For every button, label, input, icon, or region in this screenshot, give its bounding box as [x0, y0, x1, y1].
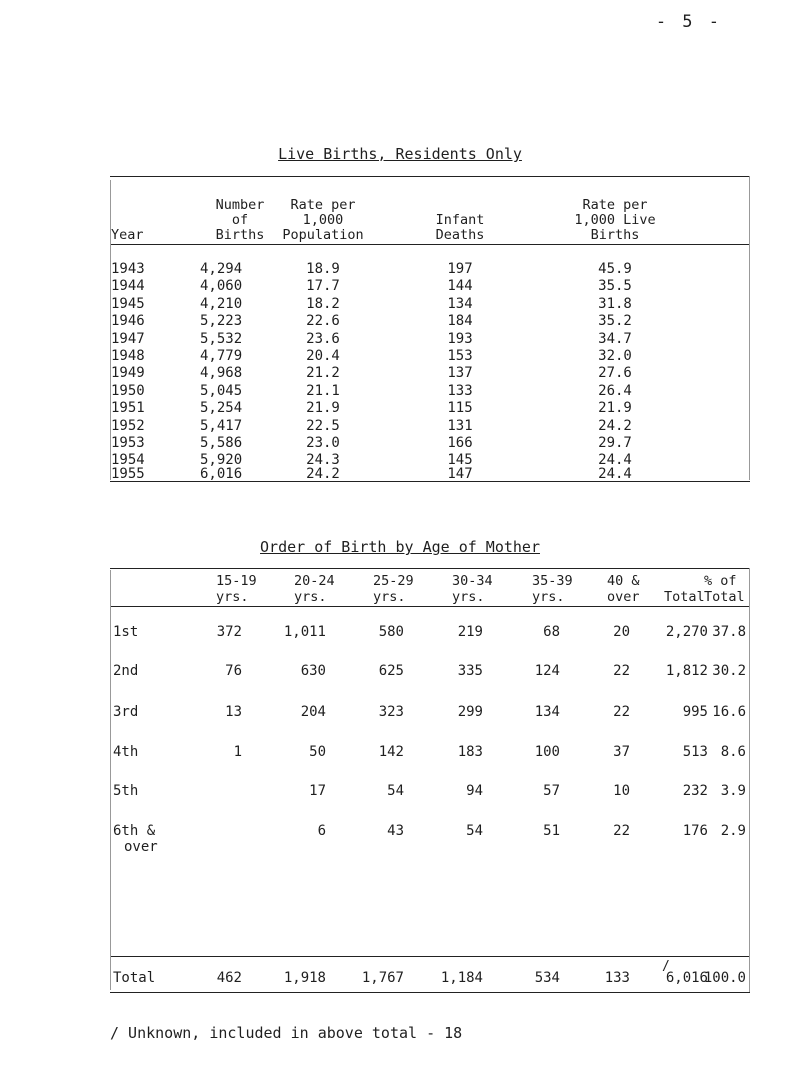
- cell-year: 1953: [111, 435, 145, 451]
- cell-year: 1949: [111, 365, 145, 381]
- cell-rate: 20.4: [306, 348, 340, 364]
- cell-30-34: 94: [466, 783, 483, 799]
- cell-infant: 145: [447, 452, 473, 468]
- cell-40-over: 10: [613, 783, 630, 799]
- cell-year: 1955: [111, 466, 145, 482]
- header-25-29-1: 25-29: [373, 573, 414, 589]
- cell-30-34: 299: [457, 704, 483, 720]
- cell-percent: 3.9: [720, 783, 746, 799]
- cell-15-19: 372: [216, 624, 242, 640]
- header-percent-2: Total: [704, 589, 745, 605]
- cell-rate: 18.2: [306, 296, 340, 312]
- cell-year: 1944: [111, 278, 145, 294]
- table1-title: Live Births, Residents Only: [278, 145, 522, 163]
- cell-rate: 21.1: [306, 383, 340, 399]
- row-label: 6th &: [113, 823, 156, 839]
- cell-infant-rate: 45.9: [598, 261, 632, 277]
- cell-25-29: 142: [378, 744, 404, 760]
- cell-35-39: 68: [543, 624, 560, 640]
- cell-infant-rate: 35.2: [598, 313, 632, 329]
- cell-rate: 23.0: [306, 435, 340, 451]
- cell-rate: 17.7: [306, 278, 340, 294]
- cell-rate: 24.3: [306, 452, 340, 468]
- cell-20-24: 630: [300, 663, 326, 679]
- cell-35-39: 134: [534, 704, 560, 720]
- header-40-over-1: 40 &: [607, 573, 640, 589]
- cell-births: 4,060: [200, 278, 243, 294]
- cell-births: 5,532: [200, 331, 243, 347]
- cell-births: 5,920: [200, 452, 243, 468]
- cell-infant-rate: 34.7: [598, 331, 632, 347]
- total-label: Total: [113, 970, 156, 986]
- cell-births: 4,294: [200, 261, 243, 277]
- cell-rate: 23.6: [306, 331, 340, 347]
- cell-25-29: 54: [387, 783, 404, 799]
- cell-40-over: 20: [613, 624, 630, 640]
- cell-births: 4,210: [200, 296, 243, 312]
- cell-infant: 147: [447, 466, 473, 482]
- cell-births: 5,223: [200, 313, 243, 329]
- cell-30-34: 219: [457, 624, 483, 640]
- header-15-19-1: 15-19: [216, 573, 257, 589]
- total-15-19: 462: [216, 970, 242, 986]
- cell-infant-rate: 24.4: [598, 466, 632, 482]
- cell-15-19: 1: [233, 744, 242, 760]
- page-number: - 5 -: [655, 12, 722, 32]
- header-infant-1: Infant: [435, 212, 485, 228]
- header-35-39-1: 35-39: [532, 573, 573, 589]
- table2-row: [0, 745, 800, 761]
- unknown-mark: /: [662, 959, 670, 974]
- header-percent-1: % of: [704, 573, 737, 589]
- cell-percent: 2.9: [720, 823, 746, 839]
- cell-rate: 18.9: [306, 261, 340, 277]
- row-label-line2: over: [124, 839, 158, 855]
- cell-infant: 115: [447, 400, 473, 416]
- row-label: 1st: [113, 624, 139, 640]
- cell-15-19: 13: [225, 704, 242, 720]
- header-15-19-2: yrs.: [216, 589, 249, 605]
- header-25-29-2: yrs.: [373, 589, 406, 605]
- cell-25-29: 43: [387, 823, 404, 839]
- cell-infant: 184: [447, 313, 473, 329]
- cell-35-39: 57: [543, 783, 560, 799]
- cell-rate: 24.2: [306, 466, 340, 482]
- cell-35-39: 51: [543, 823, 560, 839]
- cell-40-over: 22: [613, 823, 630, 839]
- total-30-34: 1,184: [440, 970, 483, 986]
- cell-year: 1948: [111, 348, 145, 364]
- cell-year: 1951: [111, 400, 145, 416]
- table2-row: [0, 705, 800, 721]
- cell-infant: 131: [447, 418, 473, 434]
- cell-year: 1943: [111, 261, 145, 277]
- row-label: 2nd: [113, 663, 139, 679]
- cell-infant-rate: 24.4: [598, 452, 632, 468]
- row-label: 5th: [113, 783, 139, 799]
- table2-row: [0, 824, 800, 856]
- table2-total-row: [0, 959, 800, 987]
- cell-infant: 166: [447, 435, 473, 451]
- cell-infant: 144: [447, 278, 473, 294]
- header-35-39-2: yrs.: [532, 589, 565, 605]
- cell-year: 1952: [111, 418, 145, 434]
- footnote: / Unknown, included in above total - 18: [110, 1024, 463, 1042]
- header-infant-rate-1: Rate per: [582, 197, 648, 213]
- cell-infant: 193: [447, 331, 473, 347]
- cell-rate: 21.9: [306, 400, 340, 416]
- cell-35-39: 100: [534, 744, 560, 760]
- cell-infant-rate: 29.7: [598, 435, 632, 451]
- cell-20-24: 204: [300, 704, 326, 720]
- total-total: 6,016: [665, 970, 708, 986]
- cell-25-29: 625: [378, 663, 404, 679]
- cell-infant: 133: [447, 383, 473, 399]
- cell-rate: 22.6: [306, 313, 340, 329]
- cell-20-24: 50: [309, 744, 326, 760]
- cell-35-39: 124: [534, 663, 560, 679]
- header-30-34-1: 30-34: [452, 573, 493, 589]
- cell-percent: 16.6: [712, 704, 746, 720]
- total-percent: 100.0: [703, 970, 746, 986]
- cell-total: 513: [682, 744, 708, 760]
- cell-percent: 8.6: [720, 744, 746, 760]
- cell-infant-rate: 24.2: [598, 418, 632, 434]
- header-infant-rate-2: 1,000 Live: [574, 212, 656, 228]
- table2-row: [0, 664, 800, 680]
- cell-25-29: 580: [378, 624, 404, 640]
- cell-40-over: 22: [613, 663, 630, 679]
- cell-births: 5,417: [200, 418, 243, 434]
- row-label: 4th: [113, 744, 139, 760]
- header-births-2: of: [231, 212, 249, 228]
- table2-header-rule: [110, 606, 750, 607]
- table2-row: [0, 784, 800, 800]
- cell-total: 176: [682, 823, 708, 839]
- header-infant-2: Deaths: [435, 227, 485, 243]
- table2-bottom-rule: [110, 992, 750, 993]
- table2-total-rule: [110, 956, 750, 957]
- total-35-39: 534: [534, 970, 560, 986]
- cell-births: 4,968: [200, 365, 243, 381]
- cell-year: 1950: [111, 383, 145, 399]
- header-total-2: Total: [664, 589, 705, 605]
- header-year: Year: [111, 227, 144, 243]
- cell-infant-rate: 31.8: [598, 296, 632, 312]
- cell-infant: 153: [447, 348, 473, 364]
- cell-year: 1946: [111, 313, 145, 329]
- cell-year: 1945: [111, 296, 145, 312]
- cell-births: 5,586: [200, 435, 243, 451]
- cell-births: 4,779: [200, 348, 243, 364]
- header-20-24-1: 20-24: [294, 573, 335, 589]
- row-label: 3rd: [113, 704, 139, 720]
- cell-births: 5,254: [200, 400, 243, 416]
- cell-15-19: 76: [225, 663, 242, 679]
- table2-title: Order of Birth by Age of Mother: [260, 538, 540, 556]
- header-infant-rate-3: Births: [590, 227, 640, 243]
- cell-25-29: 323: [378, 704, 404, 720]
- cell-total: 995: [682, 704, 708, 720]
- cell-year: 1954: [111, 452, 145, 468]
- cell-percent: 37.8: [712, 624, 746, 640]
- cell-total: 1,812: [665, 663, 708, 679]
- total-40-over: 133: [604, 970, 630, 986]
- cell-infant-rate: 21.9: [598, 400, 632, 416]
- header-30-34-2: yrs.: [452, 589, 485, 605]
- cell-20-24: 17: [309, 783, 326, 799]
- cell-infant-rate: 27.6: [598, 365, 632, 381]
- header-rate-2: 1,000: [302, 212, 344, 228]
- cell-40-over: 22: [613, 704, 630, 720]
- table2-row: [0, 625, 800, 641]
- total-20-24: 1,918: [283, 970, 326, 986]
- cell-total: 232: [682, 783, 708, 799]
- cell-rate: 22.5: [306, 418, 340, 434]
- cell-infant-rate: 32.0: [598, 348, 632, 364]
- cell-infant-rate: 35.5: [598, 278, 632, 294]
- cell-births: 6,016: [200, 466, 243, 482]
- cell-infant: 137: [447, 365, 473, 381]
- cell-infant: 197: [447, 261, 473, 277]
- cell-year: 1947: [111, 331, 145, 347]
- cell-30-34: 54: [466, 823, 483, 839]
- cell-20-24: 6: [317, 823, 326, 839]
- cell-percent: 30.2: [712, 663, 746, 679]
- cell-rate: 21.2: [306, 365, 340, 381]
- cell-30-34: 335: [457, 663, 483, 679]
- header-births-1: Number: [215, 197, 265, 213]
- cell-infant-rate: 26.4: [598, 383, 632, 399]
- table2-top-rule: [110, 568, 750, 569]
- cell-20-24: 1,011: [283, 624, 326, 640]
- cell-births: 5,045: [200, 383, 243, 399]
- cell-30-34: 183: [457, 744, 483, 760]
- header-20-24-2: yrs.: [294, 589, 327, 605]
- cell-infant: 134: [447, 296, 473, 312]
- total-25-29: 1,767: [361, 970, 404, 986]
- header-40-over-2: over: [607, 589, 640, 605]
- cell-40-over: 37: [613, 744, 630, 760]
- header-births-3: Births: [215, 227, 265, 243]
- header-rate-1: Rate per: [290, 197, 356, 213]
- header-rate-3: Population: [282, 227, 364, 243]
- cell-total: 2,270: [665, 624, 708, 640]
